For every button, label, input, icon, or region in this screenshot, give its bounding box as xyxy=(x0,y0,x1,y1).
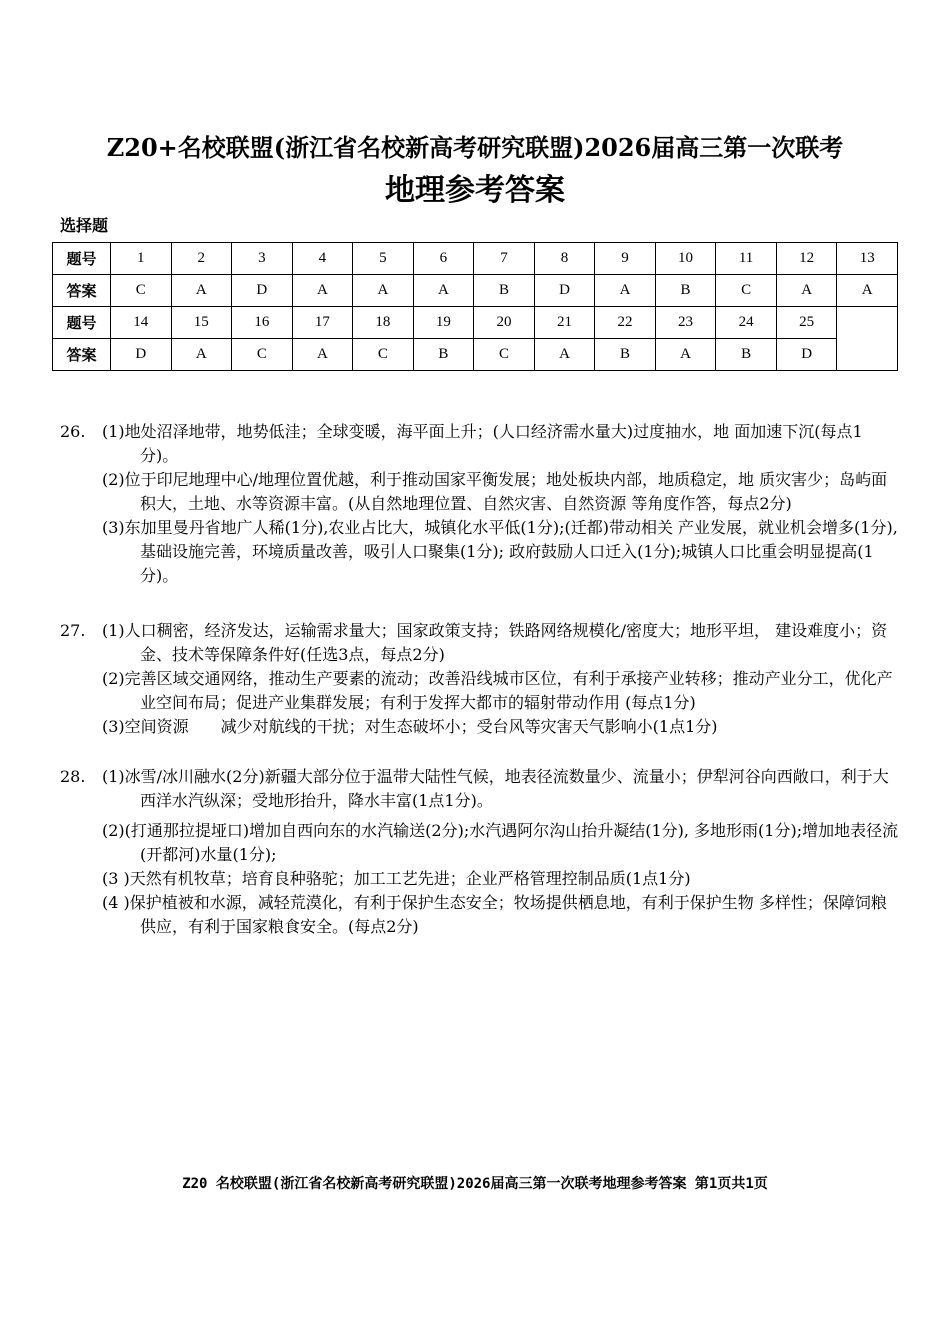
answer-letter: C xyxy=(716,275,777,307)
question-number: 18 xyxy=(353,307,414,339)
answer-letter: D xyxy=(111,339,172,371)
answer-letter: A xyxy=(292,339,353,371)
answer-part: (2)位于印尼地理中心/地理位置优越，利于推动国家平衡发展；地处板块内部，地质稳定，地 质灾害少；岛屿面积大，土地、水等资源丰富。(从自然地理位置、自然灾害、自然资源 等角度作答，每点2分) xyxy=(102,470,888,513)
answer-letter: B xyxy=(474,275,535,307)
question-26 xyxy=(60,420,900,588)
answer-letter: B xyxy=(595,339,656,371)
question-number: 20 xyxy=(474,307,535,339)
question-number: 8 xyxy=(534,243,595,275)
question-number: 9 xyxy=(595,243,656,275)
table-row-questions-1 xyxy=(53,243,898,275)
question-number: 13 xyxy=(837,243,898,275)
answer-part: (3 )天然有机牧草；培育良种骆驼；加工工艺先进；企业严格管理控制品质(1点1分) xyxy=(102,869,691,888)
row-header-question: 题号 xyxy=(53,243,111,275)
answer-letter: D xyxy=(776,339,837,371)
answer-letter: C xyxy=(111,275,172,307)
answer-part: (4 )保护植被和水源，减轻荒漠化，有利于保护生态安全；牧场提供栖息地，有利于保护生物 多样性；保障饲粮供应，有利于国家粮食安全。(每点2分) xyxy=(102,893,887,936)
table-row-answers-1 xyxy=(53,275,898,307)
answer-letter: D xyxy=(534,275,595,307)
answer-letter: A xyxy=(534,339,595,371)
question-number: 10 xyxy=(655,243,716,275)
row-header-answer: 答案 xyxy=(53,275,111,307)
question-number: 24 xyxy=(716,307,777,339)
question-28 xyxy=(60,765,900,939)
question-number: 21 xyxy=(534,307,595,339)
answer-part: (1)冰雪/冰川融水(2分)新疆大部分位于温带大陆性气候，地表径流数量少、流量小；伊犁河谷向西敞口，利于大西洋水汽纵深；受地形抬升，降水丰富(1点1分)。 xyxy=(102,767,889,810)
question-number: 1 xyxy=(111,243,172,275)
question-27 xyxy=(60,619,900,739)
answer-part: (3)空间资源 减少对航线的干扰；对生态破坏小；受台风等灾害天气影响小(1点1分) xyxy=(102,717,718,736)
question-number: 4 xyxy=(292,243,353,275)
question-number: 11 xyxy=(716,243,777,275)
document-subtitle: 地理参考答案 xyxy=(385,173,565,208)
question-number: 16 xyxy=(232,307,293,339)
answer-part: (1)地处沼泽地带，地势低洼；全球变暖，海平面上升；(人口经济需水量大)过度抽水，地 面加速下沉(每点1分)。 xyxy=(102,422,863,465)
answer-letter: A xyxy=(171,275,232,307)
answer-letter: A xyxy=(292,275,353,307)
question-number: 14 xyxy=(111,307,172,339)
answer-letter: A xyxy=(595,275,656,307)
question-number: 22 xyxy=(595,307,656,339)
row-header-answer: 答案 xyxy=(53,339,111,371)
document-title: Z20+名校联盟(浙江省名校新高考研究联盟)2026届高三第一次联考 xyxy=(106,133,844,162)
question-number: 19 xyxy=(413,307,474,339)
answer-letter: B xyxy=(413,339,474,371)
question-number: 3 xyxy=(232,243,293,275)
question-number-28: 28. xyxy=(60,767,86,786)
answer-letter: A xyxy=(837,275,898,307)
question-number: 25 xyxy=(776,307,837,339)
answer-letter: A xyxy=(776,275,837,307)
answer-letter: A xyxy=(171,339,232,371)
question-number: 23 xyxy=(655,307,716,339)
answer-letter: B xyxy=(655,275,716,307)
table-row-questions-2 xyxy=(53,307,898,339)
question-number-27: 27. xyxy=(60,621,86,640)
answer-letter: B xyxy=(716,339,777,371)
answer-part: (2)完善区域交通网络，推动生产要素的流动；改善沿线城市区位，有利于承接产业转移；推动产业分工，优化产业空间布局；促进产业集群发展；有利于发挥大都市的辐射带动作用 (每点1分) xyxy=(102,669,893,712)
question-number: 17 xyxy=(292,307,353,339)
table-row-answers-2 xyxy=(53,339,898,371)
answer-letter: A xyxy=(353,275,414,307)
question-number: 7 xyxy=(474,243,535,275)
question-number: 6 xyxy=(413,243,474,275)
answer-part: (2)(打通那拉提垭口)增加自西向东的水汽输送(2分);水汽遇阿尔沟山抬升凝结(1分), 多地形雨(1分);增加地表径流(开都河)水量(1分); xyxy=(102,821,899,864)
answer-part: (1)人口稠密，经济发达，运输需求量大；国家政策支持；铁路网络规模化/密度大；地形平坦， 建设难度小；资金、技术等保障条件好(任选3点，每点2分) xyxy=(102,621,888,664)
empty-cell xyxy=(837,307,898,371)
answer-part: (3)东加里曼丹省地广人稀(1分),农业占比大，城镇化水平低(1分);(迁都)带动相关 产业发展，就业机会增多(1分),基础设施完善，环境质量改善，吸引人口聚集(1分); 政府鼓励人口迁入(1分);城镇人口比重会明显提高(1分)。 xyxy=(102,518,898,585)
answer-letter: A xyxy=(413,275,474,307)
question-number: 15 xyxy=(171,307,232,339)
row-header-question: 题号 xyxy=(53,307,111,339)
question-number-26: 26. xyxy=(60,422,86,441)
answer-letter: A xyxy=(655,339,716,371)
answer-letter: C xyxy=(353,339,414,371)
section-label: 选择题 xyxy=(60,216,109,235)
answer-letter: C xyxy=(474,339,535,371)
question-number: 12 xyxy=(776,243,837,275)
answer-letter: D xyxy=(232,275,293,307)
answer-table xyxy=(52,242,898,371)
page-footer: Z20 名校联盟(浙江省名校新高考研究联盟)2026届高三第一次联考地理参考答案 第1页共1页 xyxy=(182,1176,768,1192)
answer-letter: C xyxy=(232,339,293,371)
question-number: 5 xyxy=(353,243,414,275)
question-number: 2 xyxy=(171,243,232,275)
